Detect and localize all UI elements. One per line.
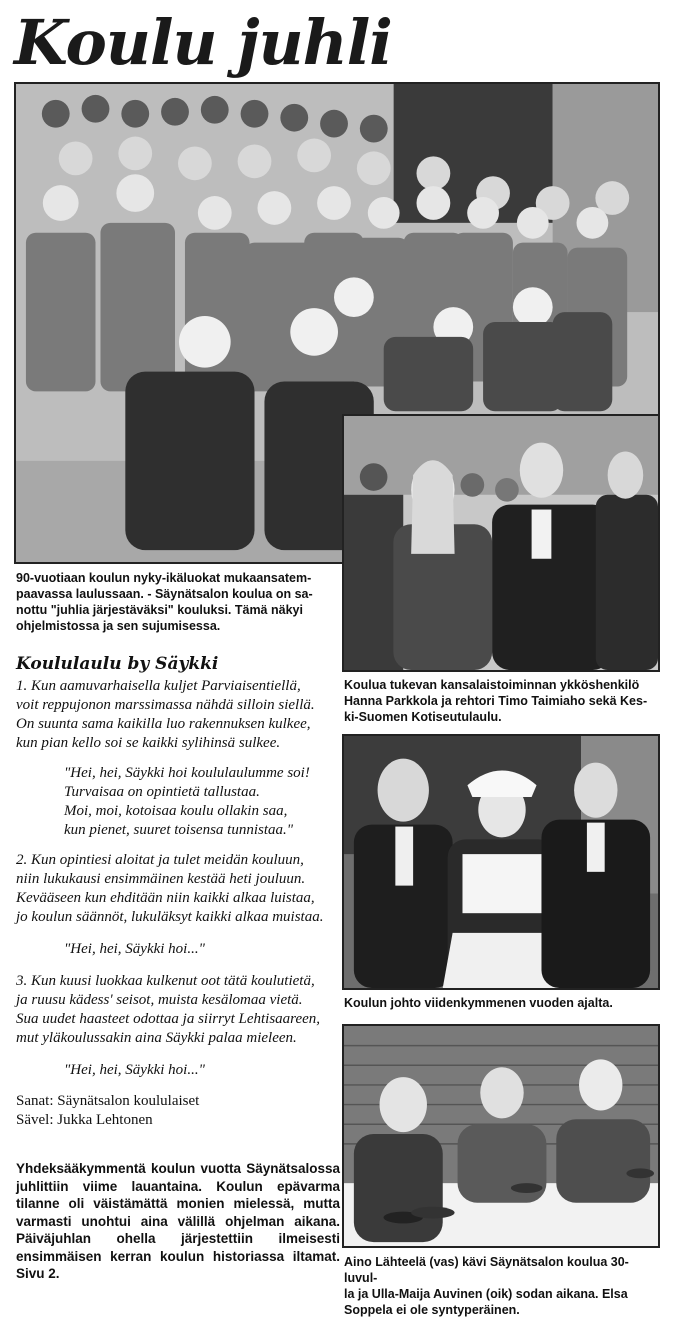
chorus-line: Moi, moi, kotoisaa koulu ollakin saa, — [64, 803, 288, 819]
refrain-line: "Hei, hei, Säykki hoi..." — [64, 941, 205, 957]
music-credit: Sävel: Jukka Lehtonen — [16, 1112, 153, 1128]
elderly-women-table-icon — [344, 1026, 658, 1246]
verse2-line: 2. Kun opintiesi aloitat ja tulet meidän kouluun, — [16, 852, 304, 868]
page-title: Koulu juhli — [14, 6, 392, 79]
choir-caption — [16, 570, 338, 634]
leaders-photo — [342, 734, 660, 990]
caption-line: paavassa laulussaan. - Säynätsalon koulua on sa- — [16, 587, 313, 601]
verse2-line: jo koulun säännöt, lukuläksyt kaikki alkaa muistaa. — [16, 909, 324, 925]
verse1-line: 1. Kun aamuvarhaisella kuljet Parviaisentiellä, — [16, 678, 301, 694]
caption-line: Aino Lähteelä (vas) kävi Säynätsalon koulua 30-luvul- — [344, 1255, 629, 1285]
caption-line: nottu "juhlia järjestäväksi" kouluksi. Tämä näkyi — [16, 603, 303, 617]
chorus-line: Turvaisaa on opintietä tallustaa. — [64, 784, 260, 800]
verse3-line: 3. Kun kuusi luokkaa kulkenut oot tätä koulutietä, — [16, 973, 315, 989]
caption-line: Koulun johto viidenkymmenen vuoden ajalta. — [344, 996, 613, 1010]
verse1-line: kun pian kello soi se kaikki sylihinsä sulkee. — [16, 735, 281, 751]
caption-line: ki-Suomen Kotiseutulaulu. — [344, 710, 502, 724]
guests-singing-icon — [344, 416, 658, 670]
article-body: Yhdeksääkymmentä koulun vuotta Säynätsalossa juhlittiin viime lauantaina. Koulun epävarma tilanne oli väistämättä monien mielessä, mutta varmasti unohtui aina välillä ohjelman aikana. Päiväjuhlan ohella järjestettiin ilmeisesti ensimmäisen kerran koulun historiassa iltamat. Sivu 2. — [16, 1161, 340, 1281]
refrain-line: "Hei, hei, Säykki hoi..." — [64, 1062, 205, 1078]
verse3-line: mut yläkoulussakin aina Säykki palaa mieleen. — [16, 1030, 297, 1046]
caption-line: Koulua tukevan kansalaistoiminnan ykköshenkilö — [344, 678, 640, 692]
caption-line: Hanna Parkkola ja rehtori Timo Taimiaho sekä Kes- — [344, 694, 648, 708]
lyrics-credit: Sanat: Säynätsalon koululaiset — [16, 1093, 200, 1109]
school-leaders-icon — [344, 736, 658, 988]
chorus-line: kun pienet, suuret toisensa tunnistaa." — [64, 822, 294, 838]
verse3-line: Sua uudet haasteet odottaa ja siirryt Lehtisaareen, — [16, 1011, 321, 1027]
verse2-line: niin lukukausi ensimmäinen kestää heti jouluun. — [16, 871, 306, 887]
caption-line: 90-vuotiaan koulun nyky-ikäluokat mukaansatem- — [16, 571, 312, 585]
leaders-caption — [344, 995, 660, 1011]
elderly-photo — [342, 1024, 660, 1248]
verse1-line: voit reppujonon marssimassa nähdä silloin siellä. — [16, 697, 315, 713]
verse3-line: ja ruusu kädess' seisot, muista kesälomaa vietä. — [16, 992, 303, 1008]
verse2-line: Kevääseen kun ehditään niin kaikki alkaa luistaa, — [16, 890, 315, 906]
guests-caption — [344, 677, 660, 725]
poem-title: Koululaulu by Säykki — [16, 654, 219, 674]
chorus-line: "Hei, hei, Säykki hoi koululaulumme soi! — [64, 765, 310, 781]
elderly-caption — [344, 1254, 660, 1318]
guests-photo — [342, 414, 660, 672]
verse1-line: On suunta sama kaikilla luo rakennuksen kulkee, — [16, 716, 311, 732]
caption-line: ohjelmistossa ja sen sujumisessa. — [16, 619, 221, 633]
caption-line: Soppela ei ole syntyperäinen. — [344, 1303, 520, 1317]
caption-line: la ja Ulla-Maija Auvinen (oik) sodan aikana. Elsa — [344, 1287, 628, 1301]
